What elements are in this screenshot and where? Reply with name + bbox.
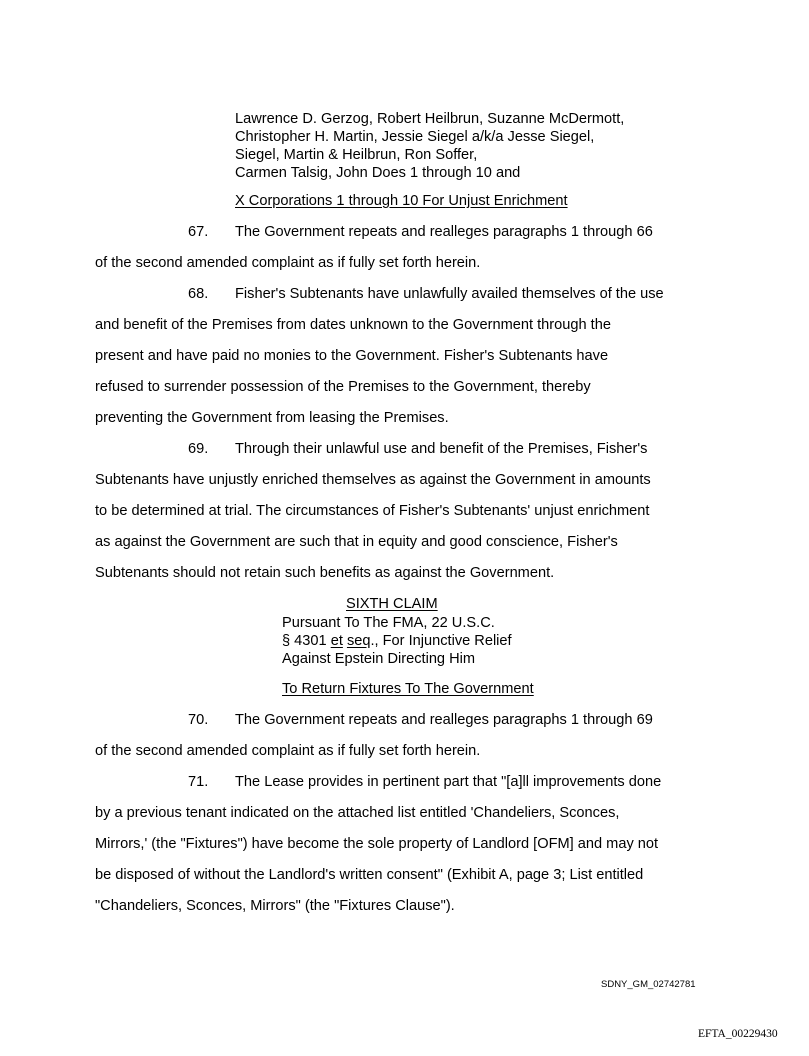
sixth-claim-seq: seq [346,633,371,649]
paragraph-69-line-4: as against the Government are such that in equity and good conscience, Fisher's [95,534,618,550]
paragraph-67-line-2: of the second amended complaint as if fully set forth herein. [95,255,481,271]
caption-line-4: Carmen Talsig, John Does 1 through 10 and [235,165,521,181]
paragraph-70-line-1: The Government repeats and realleges paragraphs 1 through 69 [235,712,653,728]
efta-number: EFTA_00229430 [698,1028,778,1040]
paragraph-71-line-2: by a previous tenant indicated on the attached list entitled 'Chandeliers, Sconces, [95,805,620,821]
sixth-claim-line-3: Against Epstein Directing Him [282,651,476,667]
sixth-claim-underlined-heading: To Return Fixtures To The Government [282,681,534,697]
paragraph-68-line-1: Fisher's Subtenants have unlawfully availed themselves of the use [235,286,664,302]
caption-line-2: Christopher H. Martin, Jessie Siegel a/k/a Jesse Siegel, [235,129,595,145]
paragraph-71-line-1: The Lease provides in pertinent part that "[a]ll improvements done [235,774,662,790]
sixth-claim-line-2-prefix: § 4301 [282,633,331,649]
sixth-claim-title: SIXTH CLAIM [346,596,438,612]
paragraph-71-line-5: "Chandeliers, Sconces, Mirrors" (the "Fixtures Clause"). [95,898,455,914]
paragraph-69-line-5: Subtenants should not retain such benefits as against the Government. [95,565,555,581]
paragraph-number-71: 71. [188,774,209,790]
sixth-claim-line-2-suffix: ., For Injunctive Relief [370,633,512,649]
claim-heading-unjust-enrichment: X Corporations 1 through 10 For Unjust Enrichment [235,193,568,209]
paragraph-68-line-2: and benefit of the Premises from dates unknown to the Government through the [95,317,611,333]
paragraph-69-line-3: to be determined at trial. The circumstances of Fisher's Subtenants' unjust enrichment [95,503,650,519]
paragraph-68-line-3: present and have paid no monies to the Government. Fisher's Subtenants have [95,348,609,364]
paragraph-68-line-5: preventing the Government from leasing the Premises. [95,410,449,426]
paragraph-70-line-2: of the second amended complaint as if fully set forth herein. [95,743,481,759]
sixth-claim-line-2 [282,632,512,650]
paragraph-71-line-3: Mirrors,' (the "Fixtures") have become the sole property of Landlord [OFM] and may not [95,836,659,852]
paragraph-69-line-1: Through their unlawful use and benefit of the Premises, Fisher's [235,441,648,457]
caption-line-1: Lawrence D. Gerzog, Robert Heilbrun, Suzanne McDermott, [235,111,625,127]
bates-number: SDNY_GM_02742781 [601,979,696,990]
paragraph-number-67: 67. [188,224,209,240]
paragraph-71-line-4: be disposed of without the Landlord's written consent" (Exhibit A, page 3; List entitled [95,867,644,883]
paragraph-68-line-4: refused to surrender possession of the Premises to the Government, thereby [95,379,591,395]
paragraph-67-line-1: The Government repeats and realleges paragraphs 1 through 66 [235,224,653,240]
caption-line-3: Siegel, Martin & Heilbrun, Ron Soffer, [235,147,478,163]
paragraph-69-line-2: Subtenants have unjustly enriched themselves as against the Government in amounts [95,472,651,488]
paragraph-number-69: 69. [188,441,209,457]
paragraph-number-70: 70. [188,712,209,728]
sixth-claim-et: et [330,633,343,649]
paragraph-number-68: 68. [188,286,209,302]
sixth-claim-line-1: Pursuant To The FMA, 22 U.S.C. [282,615,495,631]
